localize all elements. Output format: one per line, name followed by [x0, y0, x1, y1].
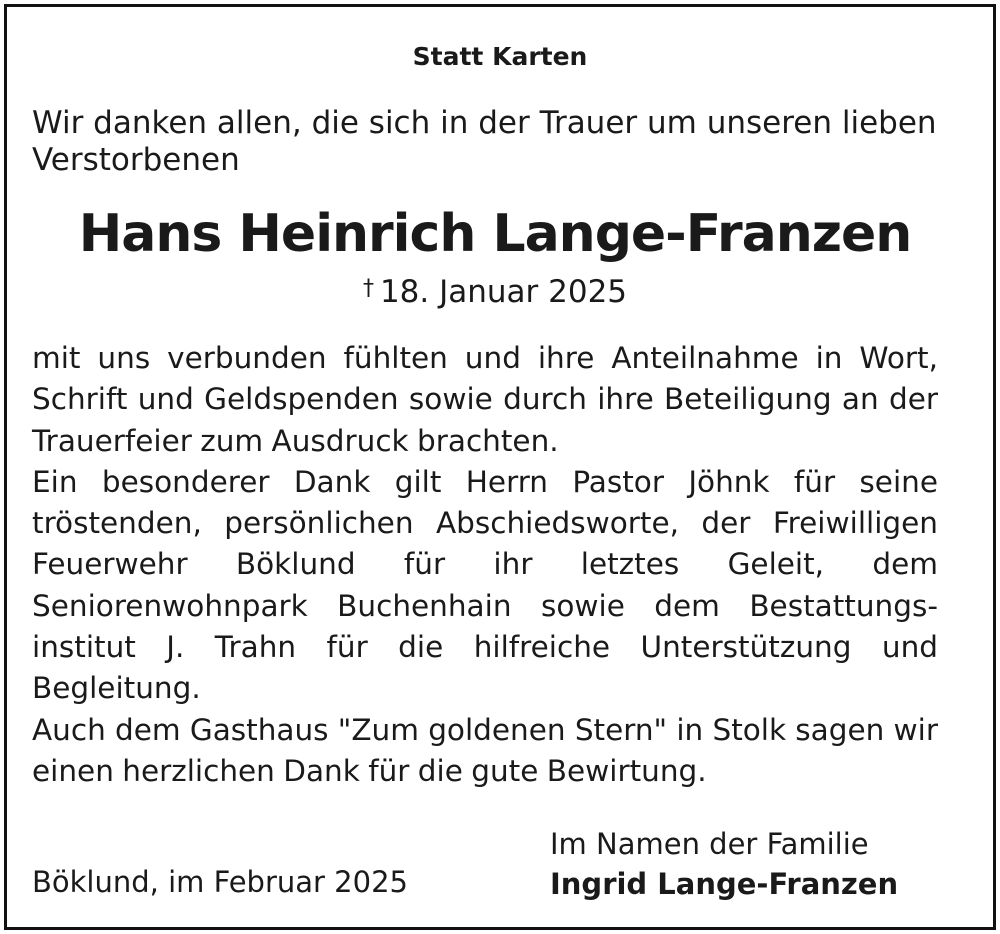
deceased-name: Hans Heinrich Lange-Franzen	[78, 204, 912, 264]
place-date: Böklund, im Februar 2025	[32, 865, 408, 899]
intro-text: Wir danken allen, die sich in der Trauer um unseren lieben Verstorbenen	[32, 105, 937, 178]
family-line: Im Namen der Familie	[550, 827, 869, 861]
body-paragraph-2: Ein besonderer Dank gilt Herrn Pastor Jöhnk für seine tröstenden, persönlichen Abschiedsworte, der Freiwilligen Feuerwehr Böklund für ihr letztes Geleit, dem Seniorenwohnpark Buchenhain sowie dem Bestattungsinstitut J. Trahn für die hilfreiche Unterstützung und Begleitung.	[32, 464, 938, 706]
death-date-line	[0, 270, 990, 311]
body-paragraph-3: Auch dem Gasthaus "Zum goldenen Stern" in Stolk sagen wir einen herzlichen Dank für die gute Bewirtung.	[32, 712, 938, 788]
header-title: Statt Karten	[412, 42, 588, 71]
signer-name: Ingrid Lange-Franzen	[550, 867, 899, 901]
cross-icon: †	[362, 276, 374, 301]
body-text	[32, 338, 938, 792]
death-date: 18. Januar 2025	[379, 274, 628, 310]
signoff-block	[550, 824, 970, 904]
body-paragraph-1: mit uns verbunden fühlten und ihre Anteilnahme in Wort, Schrift und Geldspenden sowie durch ihre Beteiligung an der Trauerfeier zum Ausdruck brachten.	[32, 341, 938, 458]
